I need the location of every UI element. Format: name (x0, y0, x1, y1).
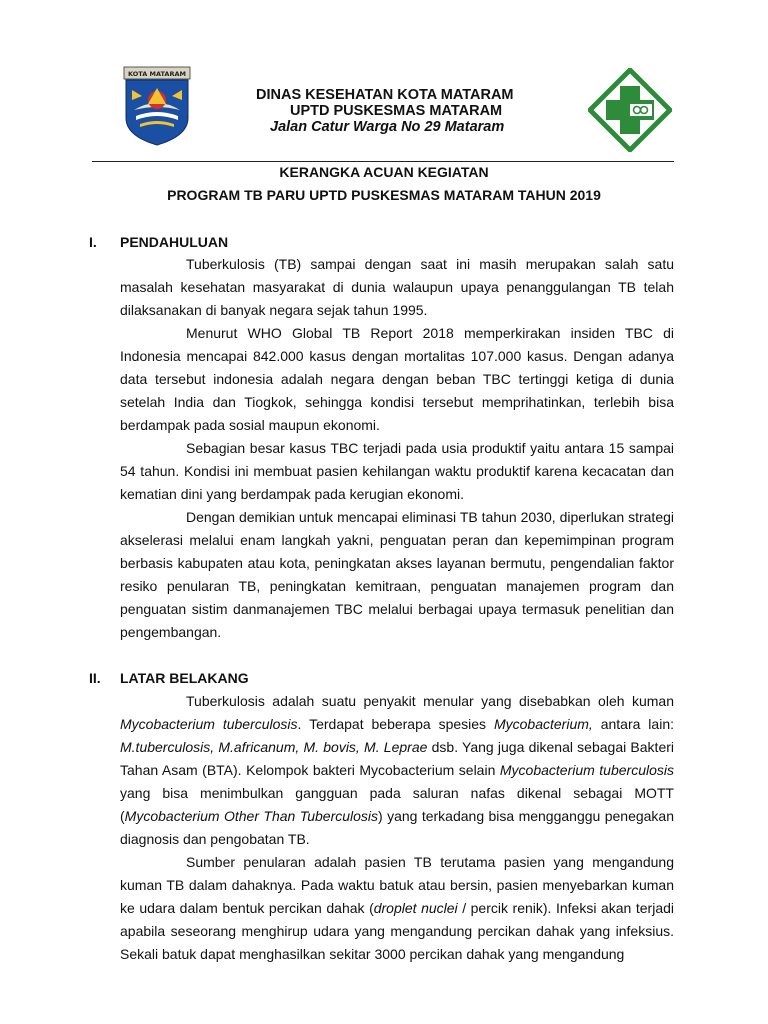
paragraph: Tuberkulosis (TB) sampai dengan saat ini masih merupakan salah satu masalah kesehatan masyarakat di dunia walaupun upaya penanggulangan TB telah dilaksanakan di banyak negara sejak tahun 1995. (120, 256, 674, 318)
paragraph (120, 690, 674, 851)
text-run: / percik renik). Infeksi akan terjadi apabila seseorang menghirup udara yang mengandung percikan dahak yang infeksius. Sekali batuk dapat menghasilkan sekitar 3000 percikan dahak yang mengandung (120, 900, 675, 962)
text-run: yang bisa menimbulkan gangguan pada saluran nafas dikenal sebagai MOTT ( (120, 785, 674, 824)
text-run: Sumber penularan adalah pasien TB terutama pasien yang mengandung kuman TB dalam dahaknya. Pada waktu batuk atau bersin, pasien menyebarkan kuman ke udara dalam bentuk percikan dahak ( (120, 854, 674, 916)
paragraph: Sebagian besar kasus TBC terjadi pada usia produktif yaitu antara 15 sampai 54 tahun. Kondisi ini membuat pasien kehilangan waktu produktif karena kecacatan dan kematian dini yang berdampak pada kerugian ekonomi. (120, 440, 674, 502)
text-run: . Terdapat beberapa spesies (297, 716, 494, 732)
text-run: ) yang terkadang bisa mengganggu penegakan diagnosis dan pengobatan TB. (120, 808, 674, 847)
letterhead (0, 0, 768, 170)
header-divider (92, 161, 674, 162)
document-subtitle: PROGRAM TB PARU UPTD PUSKESMAS MATARAM TAHUN 2019 (167, 187, 601, 203)
paragraph: Dengan demikian untuk mencapai eliminasi TB tahun 2030, diperlukan strategi akselerasi melalui enam langkah yakni, penguatan peran dan kepemimpinan program berbasis kabupaten atau kota, peningkatan akses layanan bermutu, pengendalian faktor resiko penularan TB, peningkatan kemitraan, penguatan manajemen program dan penguatan sistim danmanajemen TBC melalui berbagai upaya termasuk penelitian dan pengembangan. (120, 509, 674, 640)
text-run: dsb. Yang juga dikenal sebagai Bakteri Tahan Asam (BTA). Kelompok bakteri Mycobacterium selain (120, 739, 675, 778)
paragraph: Menurut WHO Global TB Report 2018 memperkirakan insiden TBC di Indonesia mencapai 842.000 kasus dengan mortalitas 107.000 kasus. Dengan adanya data tersebut indonesia adalah negara dengan beban TBC tertinggi ketiga di dunia setelah India dan Tiogkok, sehingga kondisi tersebut memprihatinkan, terlebih bisa berdampak pada sosial maupun ekonomi. (120, 325, 674, 433)
italic-term: Mycobacterium tuberculosis (120, 716, 298, 732)
section-heading-latar-belakang: LATAR BELAKANG (120, 670, 249, 686)
section-heading-pendahuluan: PENDAHULUAN (120, 234, 229, 250)
kota-mataram-emblem-icon (122, 66, 192, 146)
italic-term: Mycobacterium Other Than Tuberculosis (124, 808, 379, 824)
section-number-1: I. (89, 234, 97, 250)
italic-term: droplet nuclei (373, 900, 458, 916)
section-number-2: II. (89, 670, 101, 686)
text-run: Tuberkulosis adalah suatu penyakit menular yang disebabkan oleh kuman (186, 693, 674, 709)
paragraph (120, 851, 674, 966)
italic-term: Mycobacterium tuberculosis (499, 762, 674, 778)
agency-name: DINAS KESEHATAN KOTA MATARAM (256, 87, 514, 103)
document-title: KERANGKA ACUAN KEGIATAN (279, 164, 489, 180)
puskesmas-logo-icon (588, 68, 672, 152)
address: Jalan Catur Warga No 29 Mataram (270, 119, 505, 135)
emblem-banner-text: KOTA MATARAM (128, 70, 186, 78)
italic-term: Mycobacterium, (493, 716, 593, 732)
italic-term: M.tuberculosis, M.africanum, M. bovis, M. Leprae (120, 739, 428, 755)
text-run: antara lain: (592, 716, 674, 732)
unit-name: UPTD PUSKESMAS MATARAM (290, 103, 503, 119)
